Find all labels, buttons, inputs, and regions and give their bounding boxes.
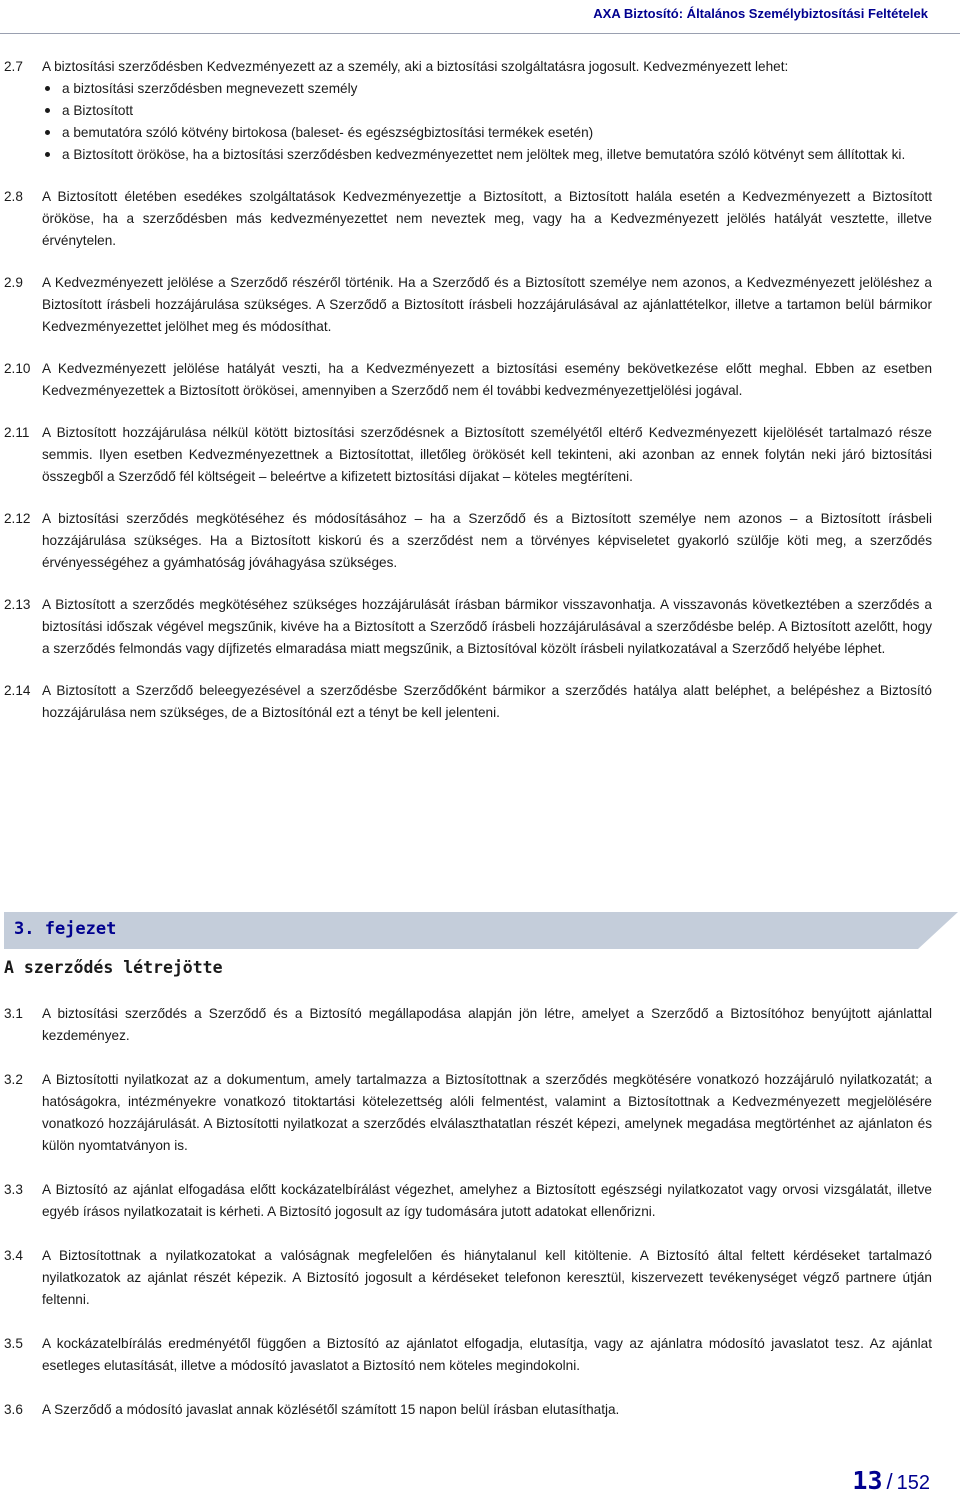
paragraph-text: A Szerződő a módosító javaslat annak közlésétől számított 15 napon belül írásban elutasíthatja. [42, 1402, 620, 1417]
paragraph-text: A Biztosítotti nyilatkozat az a dokumentum, amely tartalmazza a Biztosítottnak a szerződés megkötésére vonatkozó hozzájáruló nyilatkozatát; a hatóságokra, intézményekre vonatkozó titoktartási kötelezettség alóli felmentést, valamint a Biztosítottnak a Kedvezményezett megjelölésére vonatkozó hozzájárulását. A Biztosítotti nyilatkozat a szerződés elválaszthatatlan részét képezi, amelynek megadása megtörténhet az ajánlaton és külön nyomtatványon is. [42, 1072, 932, 1153]
chapter-banner-fill [4, 912, 958, 949]
paragraph-number: 3.1 [4, 1006, 23, 1021]
chapter-label: 3. fejezet [14, 919, 117, 939]
paragraph-text: A Kedvezményezett jelölése hatályát veszti, ha a Kedvezményezett a biztosítási esemény bekövetkezése előtt meghal. Ebben az esetben Kedvezményezettek a Biztosított örökösei, amennyiben a Szerződő nem él további kedvezményezettjelölési jogával. [42, 361, 932, 398]
paragraph-number: 3.5 [4, 1336, 23, 1351]
paragraph-2-10 [4, 358, 932, 402]
paragraph-text: A Biztosított a szerződés megkötéséhez szükséges hozzájárulását írásban bármikor visszavonhatja. A visszavonás következtében a szerződés a biztosítási időszak végével megszűnik, kivéve ha a Biztosított a Szerződő írásbeli hozzájárulásával a szerződésbe belép. A Biztosított azelőtt, hogy a szerződés felmondás vagy díjfizetés elmaradása miatt megszűnik, a Biztosítóval közölt írásbeli nyilatkozatával a Szerződő helyébe léphet. [42, 597, 932, 656]
chapter-banner-shape [4, 912, 958, 949]
paragraph-text: A biztosítási szerződés megkötéséhez és módosításához – ha a Szerződő és a Biztosított személye nem azonos – a Biztosított írásbeli hozzájárulása szükséges. Ha a Biztosított kiskorú és a szerződést nem a törvényes képviseletet gyakorló szülője köti meg, a szerződés érvényességéhez a gyámhatóság jóváhagyása szükséges. [42, 511, 932, 570]
paragraph-intro: A biztosítási szerződésben Kedvezményezett az a személy, aki a biztosítási szolgáltatásra jogosult. Kedvezményezett lehet: [42, 59, 789, 74]
paragraph-number: 3.3 [4, 1182, 23, 1197]
page-number [852, 1466, 930, 1495]
paragraph-number: 2.11 [4, 425, 30, 440]
paragraph-text: A Biztosítottnak a nyilatkozatokat a valóságnak megfelelően és hiánytalanul kell kitöltenie. A Biztosító által feltett kérdéseket tartalmazó nyilatkozatok az ajánlat részét képezik. A Biztosító jogosult a kérdéseket telefonon keresztül, kiszervezett tevékenységet végző partnere útján feltenni. [42, 1248, 932, 1307]
paragraph-3-4 [4, 1245, 932, 1311]
current-page: 13 [852, 1466, 883, 1495]
paragraph-number: 2.10 [4, 361, 31, 376]
header-divider [0, 33, 960, 34]
paragraph-number: 2.14 [4, 683, 31, 698]
paragraph-2-8 [4, 186, 932, 252]
section-3-body [4, 1003, 932, 1443]
paragraph-2-9 [4, 272, 932, 338]
list-item: a biztosítási szerződésben megnevezett személy [42, 78, 932, 100]
paragraph-3-1 [4, 1003, 932, 1047]
chapter-title: A szerződés létrejötte [4, 958, 223, 977]
page-separator: / [886, 1469, 893, 1494]
list-item: a bemutatóra szóló kötvény birtokosa (baleset- és egészségbiztosítási termékek esetén) [42, 122, 932, 144]
beneficiary-list [42, 78, 932, 166]
paragraph-3-3 [4, 1179, 932, 1223]
list-item: a Biztosított [42, 100, 932, 122]
paragraph-number: 2.9 [4, 275, 23, 290]
paragraph-text: A Biztosított a Szerződő beleegyezésével a szerződésbe Szerződőként bármikor a szerződés hatálya alatt beléphet, a belépéshez a Biztosító hozzájárulása nem szükséges, de a Biztosítónál ezt a tényt be kell jelenteni. [42, 683, 932, 720]
paragraph-number: 2.12 [4, 511, 31, 526]
paragraph-3-6 [4, 1399, 932, 1421]
running-header: AXA Biztosító: Általános Személybiztosítási Feltételek [593, 6, 928, 21]
paragraph-2-11 [4, 422, 932, 488]
paragraph-text: A Kedvezményezett jelölése a Szerződő részéről történik. Ha a Szerződő és a Biztosított személye nem azonos, a Kedvezményezett jelöléshez a Biztosított írásbeli hozzájárulása szükséges. A Szerződő a Biztosított írásbeli hozzájárulásával az ajánlattételkor, illetve a tartamon belül bármikor Kedvezményezettet jelölhet meg és módosíthat. [42, 275, 932, 334]
paragraph-2-14 [4, 680, 932, 724]
paragraph-number: 2.7 [4, 59, 23, 74]
paragraph-2-12 [4, 508, 932, 574]
paragraph-2-13 [4, 594, 932, 660]
paragraph-number: 3.2 [4, 1072, 23, 1087]
paragraph-number: 2.8 [4, 189, 23, 204]
paragraph-3-5 [4, 1333, 932, 1377]
paragraph-text: A kockázatelbírálás eredményétől függően a Biztosító az ajánlatot elfogadja, elutasítja, vagy az ajánlatra módosító javaslatot tesz. Az ajánlat esetleges elutasítását, illetve a módosító javaslatot a Biztosító nem köteles megindokolni. [42, 1336, 932, 1373]
paragraph-2-7 [4, 56, 932, 166]
total-pages: 152 [896, 1472, 930, 1494]
paragraph-number: 3.6 [4, 1402, 23, 1417]
section-2-body [4, 56, 932, 744]
paragraph-3-2 [4, 1069, 932, 1157]
paragraph-text: A Biztosító az ajánlat elfogadása előtt kockázatelbírálást végezhet, amelyhez a Biztosított egészségi nyilatkozatot vagy orvosi vizsgálatát, illetve egyéb írásos nyilatkozatait is kérheti. A Biztosító jogosult az így tudomására jutott adatokat ellenőrizni. [42, 1182, 932, 1219]
paragraph-number: 3.4 [4, 1248, 23, 1263]
paragraph-text: A biztosítási szerződés a Szerződő és a Biztosító megállapodása alapján jön létre, amelyet a Szerződő a Biztosítóhoz benyújtott ajánlattal kezdeményez. [42, 1006, 932, 1043]
chapter-banner [4, 912, 958, 949]
list-item: a Biztosított örököse, ha a biztosítási szerződésben kedvezményezettet nem jelöltek meg, illetve bemutatóra szóló kötvényt sem állítottak ki. [42, 144, 932, 166]
paragraph-text: A Biztosított életében esedékes szolgáltatások Kedvezményezettje a Biztosított, a Biztosított halála esetén a Kedvezményezett a Biztosított örököse, ha a szerződésben más kedvezményezettet nem neveztek meg, vagy ha a Kedvezményezett jelölés hatályát vesztette, illetve érvénytelen. [42, 189, 932, 248]
paragraph-text: A Biztosított hozzájárulása nélkül kötött biztosítási szerződésnek a Biztosított személyétől eltérő Kedvezményezett kijelölését tartalmazó része semmis. Ilyen esetben Kedvezményezettnek a Biztosítottat, illetőleg örökösét kell tekinteni, aki azonban az ennek folytán neki járó biztosítási összegből a Szerződő fél költségeit – beleértve a kifizetett biztosítási díjakat – köteles megtéríteni. [42, 425, 932, 484]
paragraph-number: 2.13 [4, 597, 31, 612]
